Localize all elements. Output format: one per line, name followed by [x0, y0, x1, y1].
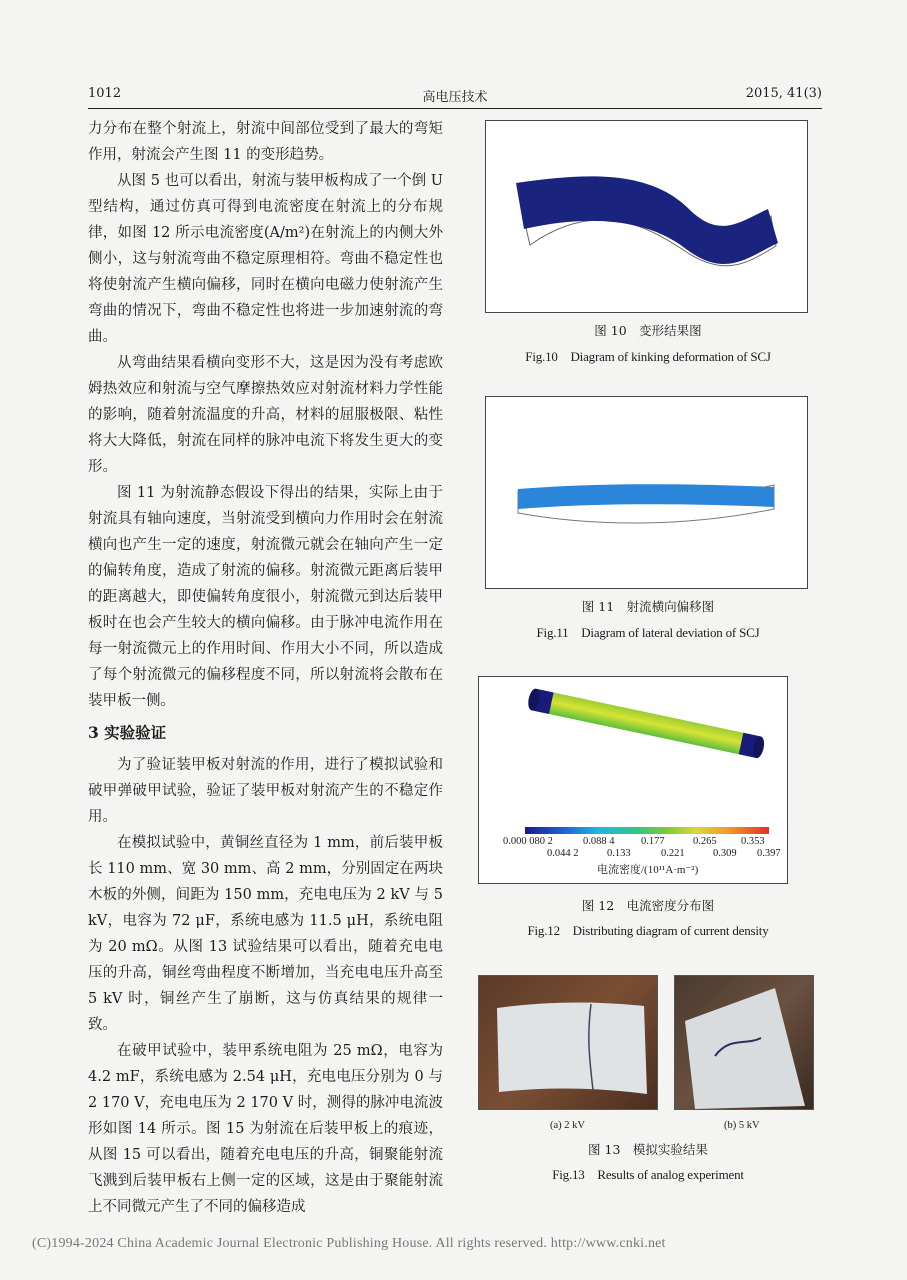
colorbar-tick: 0.397 [757, 848, 781, 859]
colorbar-tick: 0.221 [661, 848, 685, 859]
issue-info: 2015, 41(3) [745, 86, 822, 101]
jet-body [531, 689, 761, 758]
fig13-sub-a: (a) 2 kV [550, 1120, 585, 1131]
fig10-caption-en: Fig.10 Diagram of kinking deformation of SCJ [525, 349, 771, 364]
paragraph: 从弯曲结果看横向变形不大，这是因为没有考虑欧姆热效应和射流与空气摩擦热效应对射流材料力学性能的影响，随着射流温度的升高，材料的屈服极限、粘性将大大降低，射流在同样的脉冲电流下将发生更大的变形。 [88, 355, 443, 475]
fig11-deviation-plot [486, 397, 807, 588]
left-column [88, 116, 443, 1220]
colorbar-tick: 0.265 [693, 836, 717, 847]
paragraph: 图 11 为射流静态假设下得出的结果，实际上由于射流具有轴向速度，当射流受到横向力作用时会在射流横向也产生一定的速度，射流微元就会在轴向产生一定的偏转角度，造成了射流的偏移。射流微元距离后装甲的距离越大，即使偏转角度很小，射流微元到达后装甲板时在也会产生较大的横向偏移。由于脉冲电流作用在每一射流微元上的作用时间、作用大小不同，所以造成了每个射流微元的偏移程度不同，所以射流将会散布在装甲板一侧。 [88, 485, 443, 709]
page-number: 1012 [88, 86, 122, 101]
fig13-photo-b [674, 975, 814, 1110]
photo-a-illustration [479, 976, 657, 1109]
colorbar-tick: 0.044 2 [547, 848, 579, 859]
fig13-caption-en: Fig.13 Results of analog experiment [552, 1167, 744, 1182]
fig11-caption-cn: 图 11 射流横向偏移图 [581, 599, 715, 614]
colorbar [525, 827, 769, 834]
fig13-sub-b: (b) 5 kV [724, 1120, 760, 1131]
fig11-frame [485, 396, 808, 589]
fig13-photo-a [478, 975, 658, 1110]
deformed-jet [516, 176, 778, 264]
paragraph: 在模拟试验中，黄铜丝直径为 1 mm，前后装甲板长 110 mm、宽 30 mm、高 2 mm，分别固定在两块木板的外侧，间距为 150 mm，充电电压为 2 kV 与 5 kV，电容为 72 μF，系统电感为 11.5 μH，系统电阻为 20 mΩ。从图 13 试验结果可以看出，随着充电电压的升高，铜丝弯曲程度不断增加，当充电电压升高至 5 kV 时，铜丝产生了崩断，这与仿真结果的规律一致。 [88, 835, 443, 1033]
fig10-caption-cn: 图 10 变形结果图 [594, 323, 702, 338]
colorbar-tick: 0.353 [741, 836, 765, 847]
fig12-caption-en: Fig.12 Distributing diagram of current density [527, 923, 769, 938]
copyright-footer: (C)1994-2024 China Academic Journal Electronic Publishing House. All rights reserved. http://www.cnki.net [32, 1236, 666, 1251]
header-rule [88, 108, 822, 109]
colorbar-tick: 0.088 4 [583, 836, 615, 847]
fig13-caption-cn: 图 13 模拟实验结果 [588, 1142, 708, 1157]
colorbar-axis-label: 电流密度/(10¹¹A·m⁻²) [597, 864, 699, 876]
paragraph: 从图 5 也可以看出，射流与装甲板构成了一个倒 U 型结构，通过仿真可得到电流密度在射流上的分布规律，如图 12 所示电流密度(A/m²)在射流上的内侧大外侧小，这与射流弯曲不稳定原理相符。弯曲不稳定性也将使射流产生横向偏移，同时在横向电磁力使射流产生弯曲的情况下，弯曲不稳定性也将进一步加速射流的弯曲。 [88, 173, 443, 345]
section-heading: 3 实验验证 [88, 723, 167, 742]
brass-plate [685, 988, 805, 1109]
photo-b-illustration [675, 976, 813, 1109]
fig12-frame [478, 676, 788, 884]
paragraph: 在破甲试验中，装甲系统电阻为 25 mΩ，电容为 4.2 mF，系统电感为 2.54 μH，充电电压分别为 0 与 2 170 V，充电电压为 2 170 V 时，测得的脉冲电流波形如图 14 所示。图 15 为射流在后装甲板上的痕迹，从图 15 可以看出，随着充电电压的升高，铜聚能射流飞溅到后装甲板右上侧一定的区域，这是由于聚能射流上不同微元产生了不同的偏移造成 [88, 1043, 443, 1215]
deviated-jet [518, 484, 774, 509]
colorbar-tick: 0.177 [641, 836, 665, 847]
colorbar-tick: 0.309 [713, 848, 737, 859]
fig12-caption-cn: 图 12 电流密度分布图 [581, 898, 715, 913]
brass-plate [497, 1002, 647, 1094]
colorbar-tick: 0.000 080 2 [503, 836, 553, 847]
paragraph: 力分布在整个射流上，射流中间部位受到了最大的弯矩作用，射流会产生图 11 的变形趋势。 [88, 121, 443, 163]
fig11-caption-en: Fig.11 Diagram of lateral deviation of SCJ [536, 625, 760, 640]
paragraph: 为了验证装甲板对射流的作用，进行了模拟试验和破甲弹破甲试验，验证了装甲板对射流产生的不稳定作用。 [88, 757, 443, 825]
fig12-density-plot [479, 677, 787, 827]
journal-title: 高电压技术 [422, 90, 488, 105]
fig10-frame [485, 120, 808, 313]
fig10-deformation-plot [486, 121, 807, 312]
colorbar-tick: 0.133 [607, 848, 631, 859]
